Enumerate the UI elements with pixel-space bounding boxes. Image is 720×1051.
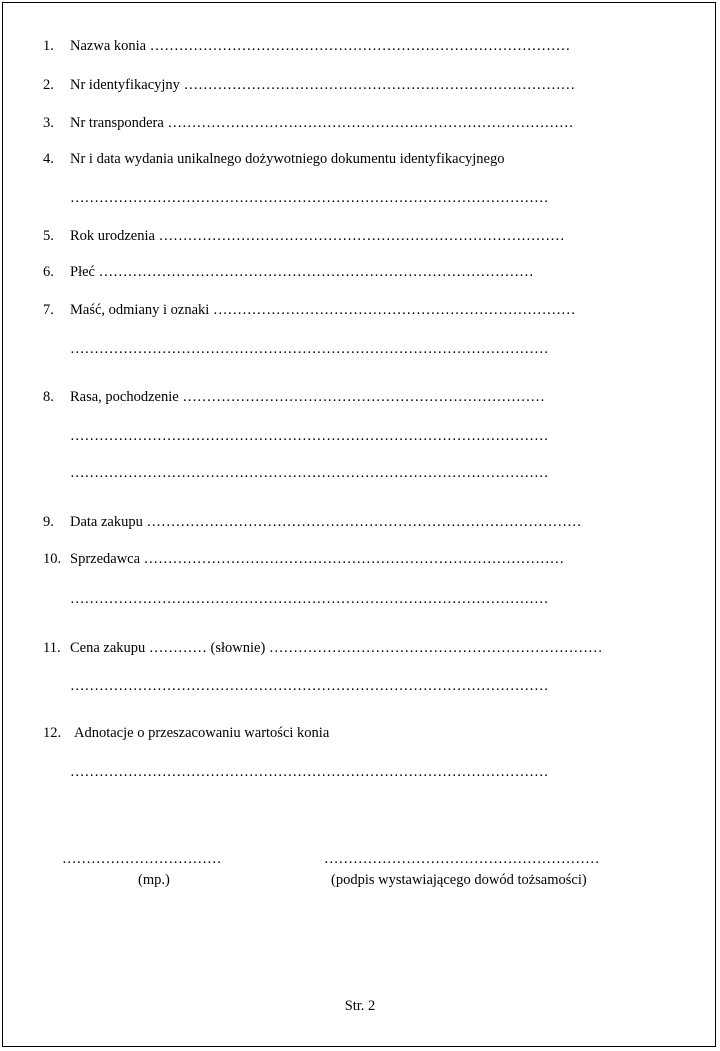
item-number: 5. [43,228,54,244]
field-label: Rasa, pochodzenie [70,389,179,405]
stamp-line[interactable]: …………………………… [62,851,222,867]
field-id-number [43,76,575,94]
item-number: 3. [43,115,54,131]
fill-line-price[interactable]: ………… [148,640,207,656]
fill-line-breed-origin-1[interactable]: ……………………………………………………………………………………… [70,428,549,444]
field-label: Nr identyfikacyjny [70,77,180,93]
field-id-document [43,150,504,168]
fill-line-id-document[interactable]: ……………………………………………………………………………………… [70,190,549,206]
field-label: Maść, odmiany i oznaki [70,302,210,318]
signature-line[interactable]: ………………………………………………… [324,851,600,867]
fill-line[interactable]: ………………………………………………………………………… [167,115,574,131]
fill-line-price-continued[interactable]: ……………………………………………………………………………………… [70,678,549,694]
item-number: 9. [43,514,54,530]
field-label: Sprzedawca [70,551,141,567]
fill-line[interactable]: ………………………………………………………………… [212,302,576,318]
item-number: 1. [43,38,54,54]
fill-line-price-words[interactable]: …………………………………………………………… [268,640,603,656]
item-number: 2. [43,77,54,93]
field-label: Płeć [70,264,95,280]
field-label: Rok urodzenia [70,228,155,244]
field-label-in-words: (słownie) [210,640,266,656]
item-number: 10. [43,551,62,567]
item-number: 12. [43,725,62,741]
field-label: Nr transpondera [70,115,164,131]
fill-line[interactable]: ………………………………………………………………………… [158,228,565,244]
field-sex [43,263,534,281]
field-horse-name [43,37,570,55]
field-label: Data zakupu [70,514,143,530]
field-label: Nazwa konia [70,38,147,54]
fill-line[interactable]: ……………………………………………………………………… [183,77,576,93]
fill-line[interactable]: …………………………………………………………………………… [143,551,565,567]
fill-line[interactable]: ……………………………………………………………………………… [98,264,534,280]
field-label: Cena zakupu [70,640,146,656]
fill-line[interactable]: …………………………………………………………………………… [149,38,571,54]
fill-line[interactable]: ……………………………………………………………………………… [146,514,582,530]
field-revaluation-notes [43,724,329,742]
item-number: 7. [43,302,54,318]
item-number: 6. [43,264,54,280]
item-number: 8. [43,389,54,405]
signature-label: (podpis wystawiającego dowód tożsamości) [331,872,587,888]
fill-line-revaluation-notes[interactable]: ……………………………………………………………………………………… [70,764,549,780]
field-label: Adnotacje o przeszacowaniu wartości konia [74,725,330,741]
fill-line[interactable]: ………………………………………………………………… [182,389,545,405]
fill-line-seller[interactable]: ……………………………………………………………………………………… [70,591,549,607]
stamp-label: (mp.) [138,872,170,888]
field-seller [43,550,564,568]
field-coat-markings [43,301,575,319]
field-purchase-price [43,639,602,657]
page-number: Str. 2 [344,998,376,1014]
item-number: 11. [43,640,61,656]
item-number: 4. [43,151,54,167]
field-birth-year [43,227,565,245]
field-purchase-date [43,513,582,531]
field-transponder [43,114,573,132]
fill-line-breed-origin-2[interactable]: ……………………………………………………………………………………… [70,465,549,481]
field-label: Nr i data wydania unikalnego dożywotniego dokumentu identyfikacyjnego [70,151,505,167]
fill-line-coat-markings[interactable]: ……………………………………………………………………………………… [70,341,549,357]
field-breed-origin [43,388,545,406]
